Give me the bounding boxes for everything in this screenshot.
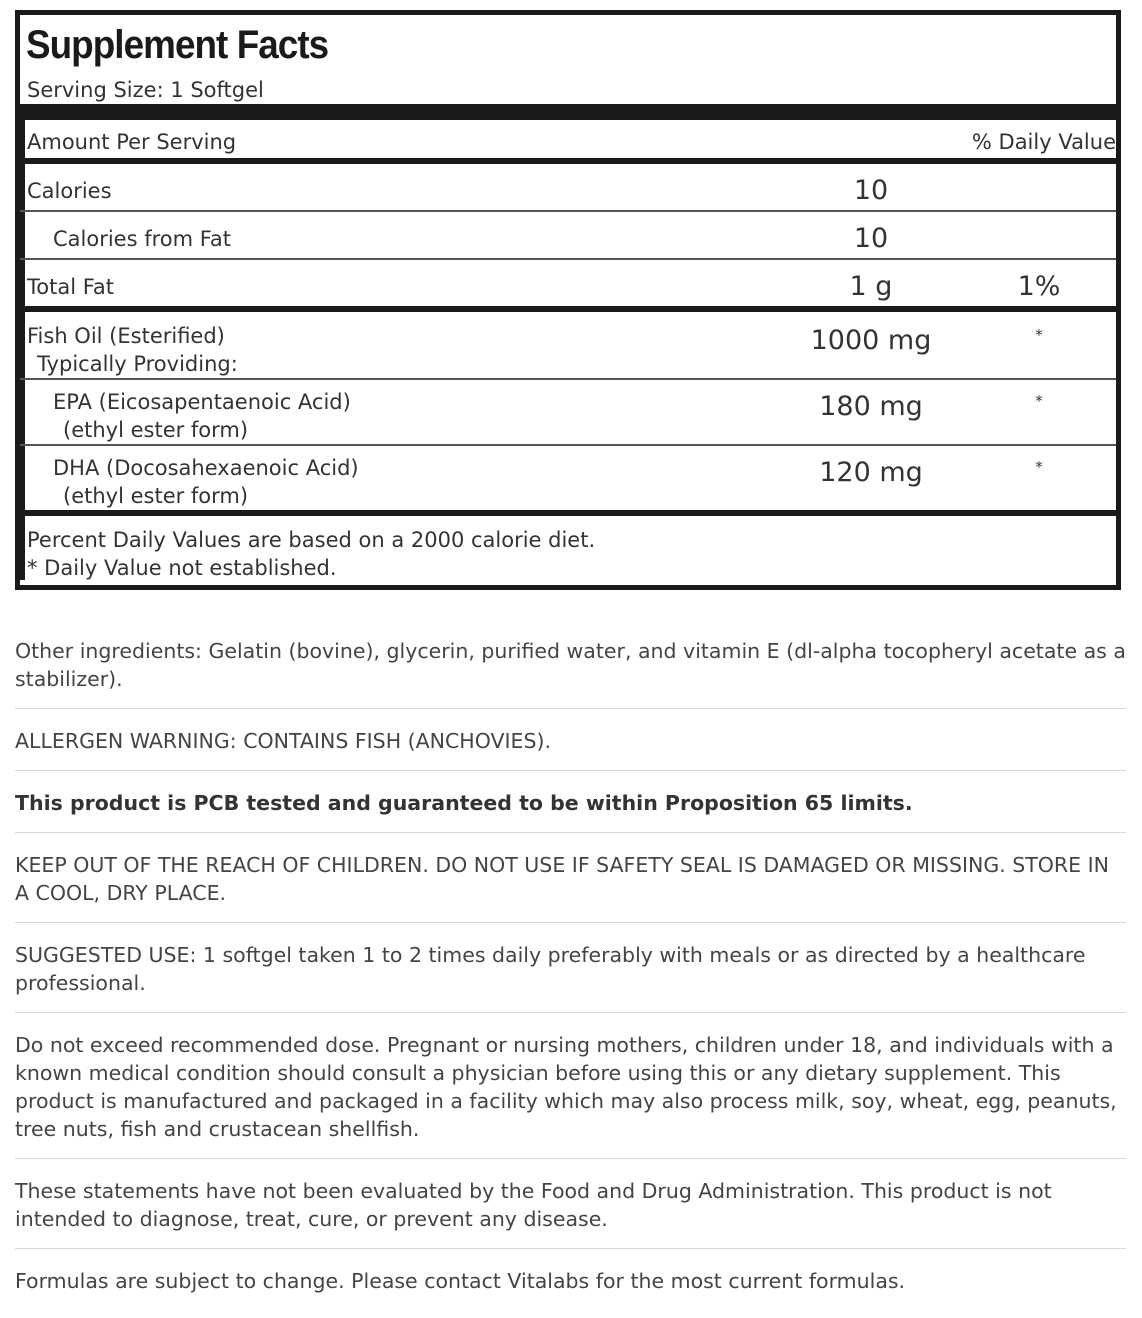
section-divider xyxy=(15,770,1126,771)
medium-divider xyxy=(20,510,1116,516)
facts-title: Supplement Facts xyxy=(26,23,329,67)
suggested-use-text: SUGGESTED USE: 1 softgel taken 1 to 2 times daily preferably with meals or as directed by a healthcare professional. xyxy=(15,943,1086,995)
row-divider xyxy=(20,210,1116,212)
medium-divider xyxy=(20,306,1116,312)
formulas-section xyxy=(15,1267,1126,1295)
dha-dv: * xyxy=(1035,458,1043,476)
calories-label: Calories xyxy=(27,179,112,203)
other-ingredients-text: Other ingredients: Gelatin (bovine), glycerin, purified water, and vitamin E (dl-alpha tocopheryl acetate as a stabilizer). xyxy=(15,639,1126,691)
fish-oil-amount: 1000 mg xyxy=(810,325,932,356)
fish-oil-label: Fish Oil (Esterified) xyxy=(27,324,225,348)
footnote-not-established: * Daily Value not established. xyxy=(27,556,337,580)
keep-out-section xyxy=(15,851,1126,907)
section-divider xyxy=(15,1158,1126,1159)
fda-disclaimer-text: These statements have not been evaluated by the Food and Drug Administration. This product is not intended to diagnose, treat, cure, or prevent any disease. xyxy=(15,1179,1052,1231)
total-fat-dv: 1% xyxy=(1017,271,1061,302)
pcb-section xyxy=(15,789,1126,817)
section-divider xyxy=(15,708,1126,709)
row-divider xyxy=(20,258,1116,260)
epa-label: EPA (Eicosapentaenoic Acid) xyxy=(53,390,351,414)
epa-dv: * xyxy=(1035,392,1043,410)
medium-divider xyxy=(20,158,1116,164)
section-divider xyxy=(15,1012,1126,1013)
caution-section xyxy=(15,1031,1126,1143)
section-divider xyxy=(15,922,1126,923)
keep-out-text: KEEP OUT OF THE REACH OF CHILDREN. DO NOT USE IF SAFETY SEAL IS DAMAGED OR MISSING. STORE IN A COOL, DRY PLACE. xyxy=(15,853,1110,905)
epa-amount: 180 mg xyxy=(819,391,923,422)
amount-per-serving-label: Amount Per Serving xyxy=(27,130,237,154)
calories-amount: 10 xyxy=(853,175,889,206)
fish-oil-dv: * xyxy=(1035,326,1043,344)
calories-from-fat-amount: 10 xyxy=(853,223,889,254)
total-fat-label: Total Fat xyxy=(27,275,114,299)
calories-from-fat-label: Calories from Fat xyxy=(53,227,232,251)
dha-label: DHA (Docosahexaenoic Acid) xyxy=(53,456,359,480)
supplement-facts-panel xyxy=(15,10,1121,590)
allergen-section xyxy=(15,727,1126,755)
thick-divider xyxy=(20,104,1116,120)
fda-section xyxy=(15,1177,1126,1233)
daily-value-header: % Daily Value xyxy=(971,130,1116,154)
footnote-percent-dv: Percent Daily Values are based on a 2000 calorie diet. xyxy=(27,528,596,552)
formulas-text: Formulas are subject to change. Please contact Vitalabs for the most current formulas. xyxy=(15,1269,906,1293)
epa-form: (ethyl ester form) xyxy=(63,418,249,442)
suggested-use-section xyxy=(15,941,1126,997)
total-fat-amount: 1 g xyxy=(849,271,893,302)
section-divider xyxy=(15,832,1126,833)
typically-providing-label: Typically Providing: xyxy=(37,352,238,376)
other-ingredients-section xyxy=(15,637,1126,693)
dha-form: (ethyl ester form) xyxy=(63,484,249,508)
dha-amount: 120 mg xyxy=(819,457,923,488)
row-divider xyxy=(20,378,1116,380)
section-divider xyxy=(15,1248,1126,1249)
pcb-statement: This product is PCB tested and guaranteed to be within Proposition 65 limits. xyxy=(15,791,913,815)
caution-text: Do not exceed recommended dose. Pregnant or nursing mothers, children under 18, and individuals with a known medical condition should consult a physician before using this or any dietary supplement. This product is manufactured and packaged in a facility which may also process milk, soy, wheat, egg, peanuts, tree nuts, fish and crustacean shellfish. xyxy=(15,1033,1117,1141)
serving-size: Serving Size: 1 Softgel xyxy=(27,78,264,102)
row-divider xyxy=(20,444,1116,446)
allergen-warning-text: ALLERGEN WARNING: CONTAINS FISH (ANCHOVIES). xyxy=(15,729,552,753)
